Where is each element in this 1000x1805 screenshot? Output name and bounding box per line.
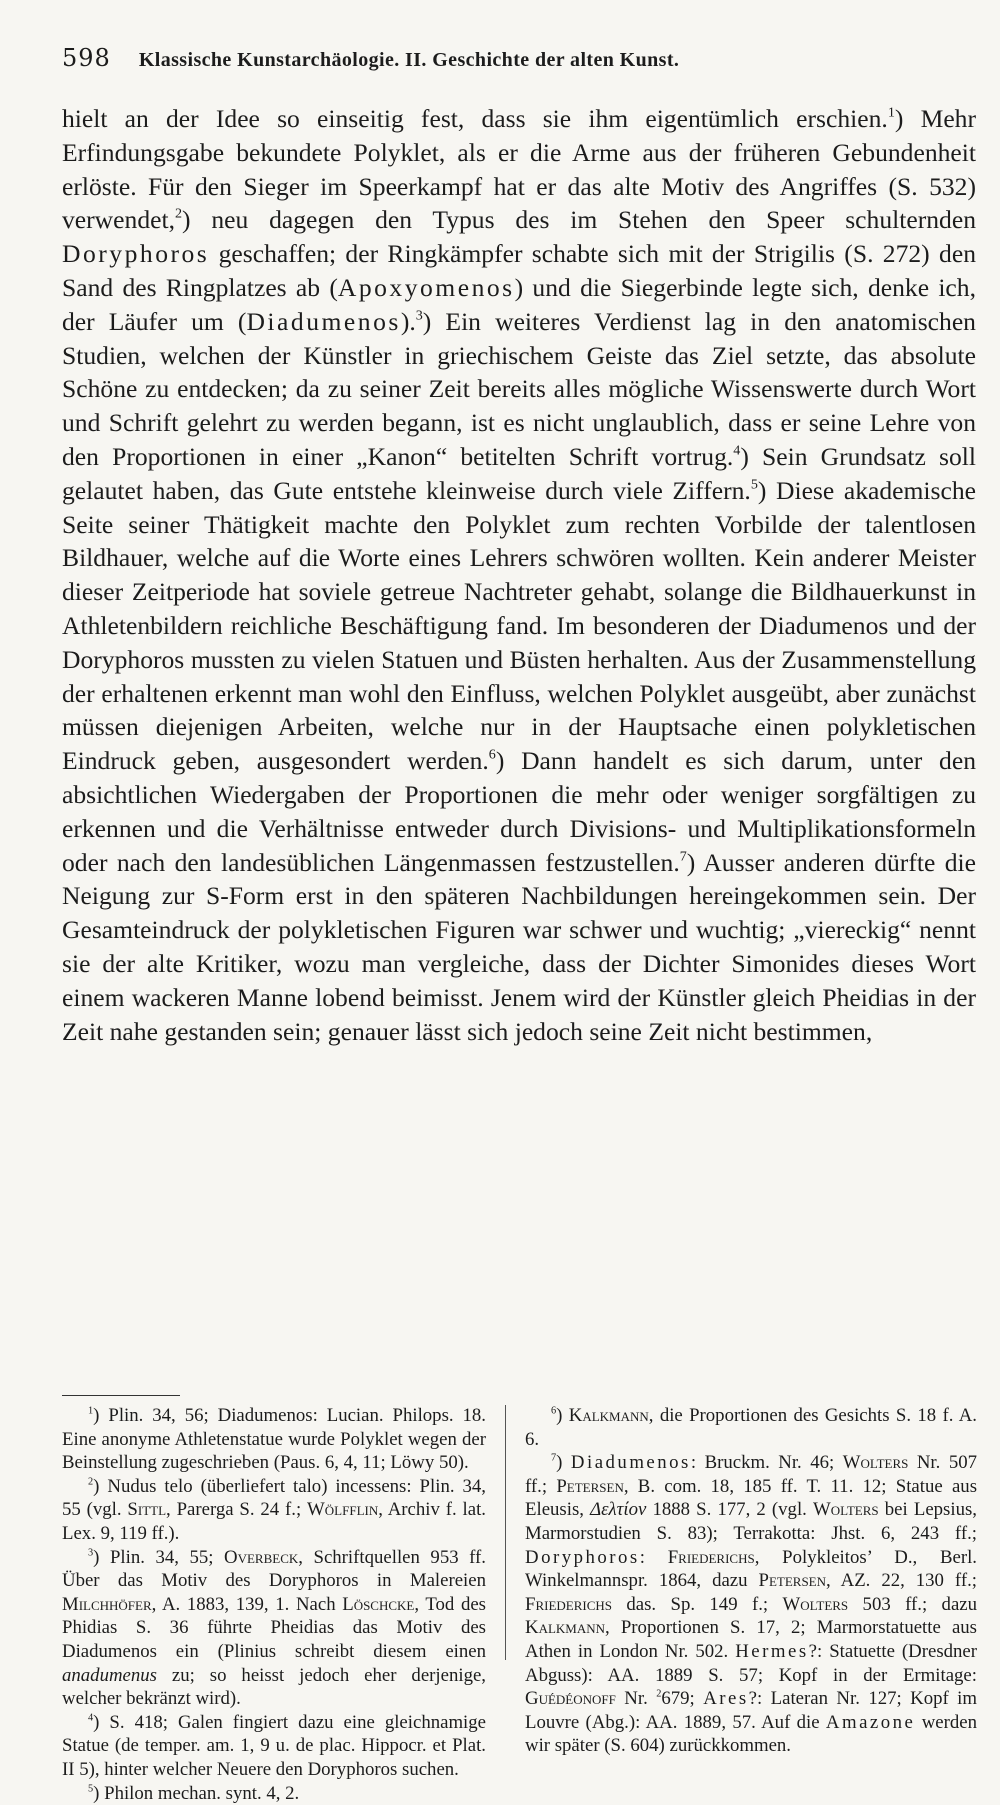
page-number: 598 [62, 44, 111, 72]
footnote-7: $^7$) Diadumenos: Bruckm. Nr. 46; Wolters Nr. 507 ff.; Petersen, B. com. 18, 185 ff. T. 11. 12; Statue aus Eleusis, Δελτίον 1888 S. 177, 2 (vgl. Wolters bei Lepsius, Marmorstudien S. 83); Terrakotta: Jhst. 6, 243 ff.; Doryphoros: Friederichs, Polykleitos’ D., Berl. Winkelmannspr. 1864, dazu Petersen, AZ. 22, 130 ff.; Friederichs das. Sp. 149 f.; Wolters 503 ff.; dazu Kalkmann, Proportionen S. 17, 2; Marmorstatuette aus Athen in London Nr. 502. Hermes?: Statuette (Dresdner Abguss): AA. 1889 S. 57; Kopf in der Ermitage: Guédéonoff Nr. $^2$679; Ares?: Lateran Nr. 127; Kopf im Louvre (Abg.): AA. 1889, 57. Auf die Amazone werden wir später (S. 604) zurückkommen. [525, 1451, 977, 1758]
page-header [62, 44, 942, 84]
footnote-2: $^2$) Nudus telo (überliefert talo) incessens: Plin. 34, 55 (vgl. Sittl, Parerga S. 24 f.; Wölfflin, Archiv f. lat. Lex. 9, 119 ff.). [62, 1475, 486, 1546]
footnote-rule [62, 1395, 180, 1396]
footnotes-left-column [62, 1404, 486, 1805]
footnote-column-separator [505, 1405, 506, 1660]
running-title: Klassische Kunstarchäologie. II. Geschichte der alten Kunst. [139, 49, 680, 72]
footnote-4: $^4$) S. 418; Galen fingiert dazu eine gleichnamige Statue (de temper. am. 1, 9 u. de plac. Hippocr. et Plat. II 5), hinter welcher Neuere den Doryphoros suchen. [62, 1711, 486, 1782]
footnotes-right-column [525, 1404, 977, 1758]
footnote-3: $^3$) Plin. 34, 55; Overbeck, Schriftquellen 953 ff. Über das Motiv des Doryphoros in Malereien Milchhöfer, A. 1883, 139, 1. Nach Löschcke, Tod des Phidias S. 36 führte Pheidias das Motiv des Diadumenos ein (Plinius schreibt diesem einen anadumenus zu; so heisst jedoch eher derjenige, welcher bekränzt wird). [62, 1546, 486, 1711]
footnote-6: $^6$) Kalkmann, die Proportionen des Gesichts S. 18 f. A. 6. [525, 1404, 977, 1451]
body-paragraph: hielt an der Idee so einseitig fest, dass sie ihm eigentümlich erschien.$^1$) Mehr Erfindungsgabe bekundete Polyklet, als er die Arme aus der früheren Gebundenheit erlöste. Für den Sieger im Speerkampf hat er das alte Motiv des Angriffes (S. 532) verwendet,$^2$) neu dagegen den Typus des im Stehen den Speer schulternden Doryphoros geschaffen; der Ringkämpfer schabte sich mit der Strigilis (S. 272) den Sand des Ringplatzes ab (Apoxyomenos) und die Siegerbinde legte sich, denke ich, der Läufer um (Diadumenos).$^3$) Ein weiteres Verdienst lag in den anatomischen Studien, welchen der Künstler in griechischem Geiste das Ziel setzte, das absolute Schöne zu entdecken; da zu seiner Zeit bereits alles mögliche Wissenswerte durch Wort und Schrift gelehrt zu werden begann, ist es nicht unglaublich, dass er seine Lehre von den Proportionen in einer „Kanon“ betitelten Schrift vortrug.$^4$) Sein Grundsatz soll gelautet haben, das Gute entstehe kleinweise durch viele Ziffern.$^5$) Diese akademische Seite seiner Thätigkeit machte den Polyklet zum rechten Vorbilde der talentlosen Bildhauer, welche auf die Worte eines Lehrers schwören wollten. Kein anderer Meister dieser Zeitperiode hat soviele getreue Nachtreter gehabt, solange die Bildhauerkunst in Athletenbildern reichliche Beschäftigung fand. Im besonderen der Diadumenos und der Doryphoros mussten zu vielen Statuen und Büsten herhalten. Aus der Zusammenstellung der erhaltenen erkennt man wohl den Einfluss, welchen Polyklet ausgeübt, aber zunächst müssen diejenigen Arbeiten, welche nur in der Hauptsache einen polykletischen Eindruck geben, ausgesondert werden.$^6$) Dann handelt es sich darum, unter den absichtlichen Wiedergaben der Proportionen die mehr oder weniger sorgfältigen zu erkennen und die Verhältnisse entweder durch Divisions- und Multiplikationsformeln oder nach den landesüblichen Längenmassen festzustellen.$^7$) Ausser anderen dürfte die Neigung zur S-Form erst in den späteren Nachbildungen hereingekommen sein. Der Gesamteindruck der polykletischen Figuren war schwer und wuchtig; „viereckig“ nennt sie der alte Kritiker, wozu man vergleiche, dass der Dichter Simonides dieses Wort einem wackeren Manne lobend beimisst. Jenem wird der Künstler gleich Pheidias in der Zeit nahe gestanden sein; genauer lässt sich jedoch seine Zeit nicht bestimmen, [62, 102, 976, 1048]
main-text [62, 102, 976, 1048]
footnote-5: $^5$) Philon mechan. synt. 4, 2. [62, 1782, 486, 1805]
footnote-1: $^1$) Plin. 34, 56; Diadumenos: Lucian. Philops. 18. Eine anonyme Athletenstatue wurde Polyklet wegen der Beinstellung zugeschrieben (Paus. 6, 4, 11; Löwy 50). [62, 1404, 486, 1475]
